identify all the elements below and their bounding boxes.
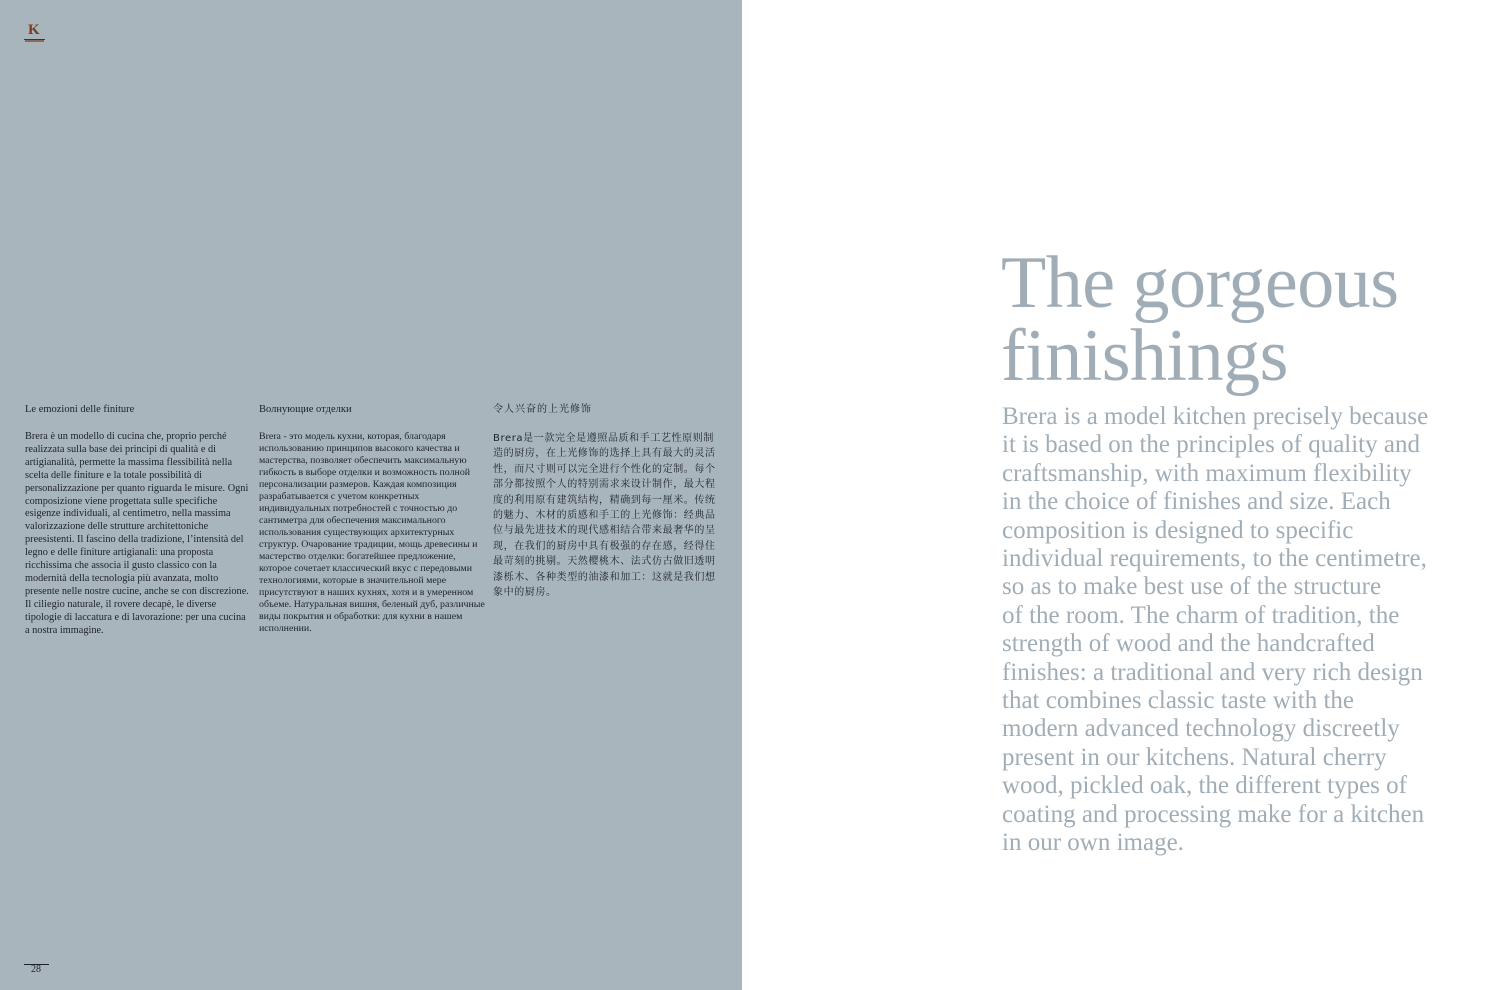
body-line: of the room. The charm of tradition, the xyxy=(1002,601,1400,629)
body-line: Brera is a model kitchen precisely because xyxy=(1002,403,1429,430)
body-line: finishes: a traditional and very rich design xyxy=(1002,658,1423,686)
body-line: strength of wood and the handcrafted xyxy=(1002,630,1375,658)
body-line: it is based on the principles of quality and xyxy=(1002,431,1420,459)
body-line: wood, pickled oak, the different types of xyxy=(1002,772,1407,800)
headline-line-2: finishings xyxy=(1001,315,1288,397)
left-page xyxy=(0,0,742,990)
body-line: present in our kitchens. Natural cherry xyxy=(1002,743,1387,771)
logo-mark xyxy=(25,40,44,42)
russian-column xyxy=(259,403,485,635)
italian-body: Brera è un modello di cucina che, proprio perché realizzata sulla base dei principi di qualità e di artigianalità, permette la massima flessibilità nella scelta delle finiture e la totale possibilità di personalizzazione per quanto riguarda le misure. Ogni composizione viene progettata sulle specifiche esigenze individuali, al centimetro, nella massima valorizzazione delle strutture architettoniche preesistenti. Il fascino della tradizione, l’intensità del legno e delle finiture artigianali: una proposta ricchissima che associa il gusto classico con la modernità della tecnologia più avanzata, molto presente nelle nostre cucine, anche se con discrezione. Il ciliegio naturale, il rovere decapè, le diverse tipologie di laccatura e di lavorazione: per una cucina a nostra immagine. xyxy=(25,431,249,636)
body-line: coating and processing make for a kitchen xyxy=(1002,800,1425,828)
russian-title: Волнующие отделки xyxy=(259,404,352,415)
body-line: so as to make best use of the structure xyxy=(1002,573,1382,601)
body-line: composition is designed to specific xyxy=(1002,516,1354,544)
logo-letter: K xyxy=(28,22,40,38)
english-body xyxy=(1002,403,1472,858)
body-line: in the choice of finishes and size. Each xyxy=(1002,488,1391,516)
body-line: that combines classic taste with the xyxy=(1002,687,1354,715)
headline xyxy=(1001,242,1461,397)
russian-body: Brera - это модель кухни, которая, благодаря использованию принципов высокого качества и мастерства, позволяет обеспечить максимальную гибкость в выборе отделки и возможность полной персонализации размеров. Каждая композиция разрабатывается с учетом конкретных индивидуальных потребностей с точностью до сантиметра для обеспечения максимального использования существующих архитектурных структур. Очарование традиции, мощь древесины и мастерство отделки: богатейшее предложение, которое сочетает классический вкус с передовыми технологиями, которые в значительной мере присутствуют в наших кухнях, хотя и в умеренном объеме. Натуральная вишня, беленый дуб, различные виды покрытия и обработки: для кухни в нашем исполнении. xyxy=(259,431,485,634)
brand-logo xyxy=(24,24,46,44)
chinese-body: Brera是一款完全是遵照品质和手工艺性原则制造的厨房，在上光修饰的选择上具有最大的灵活性，而尺寸则可以完全进行个性化的定制。每个部分都按照个人的特别需求来设计制作，最大程度的利用原有建筑结构，精确到每一厘米。传统的魅力、木材的质感和手工的上光修饰：经典品位与最先进技术的现代感相结合带来最奢华的呈现，在我们的厨房中具有极强的存在感，经得住最苛刻的挑剔。天然樱桃木、法式仿古做旧透明漆栎木、各种类型的油漆和加工：这就是我们想象中的厨房。 xyxy=(493,433,716,599)
chinese-column xyxy=(493,403,719,600)
chinese-title: 令人兴奋的上光修饰 xyxy=(493,404,592,415)
italian-title: Le emozioni delle finiture xyxy=(25,404,135,415)
headline-line-1: The gorgeous xyxy=(1001,242,1399,324)
body-line: modern advanced technology discreetly xyxy=(1002,715,1400,743)
body-line: craftsmanship, with maximum flexibility xyxy=(1002,459,1412,487)
body-line: in our own image. xyxy=(1002,829,1184,857)
page-number: 28 xyxy=(31,964,41,975)
body-line: individual requirements, to the centimetre, xyxy=(1002,545,1427,573)
italian-column xyxy=(25,403,251,638)
